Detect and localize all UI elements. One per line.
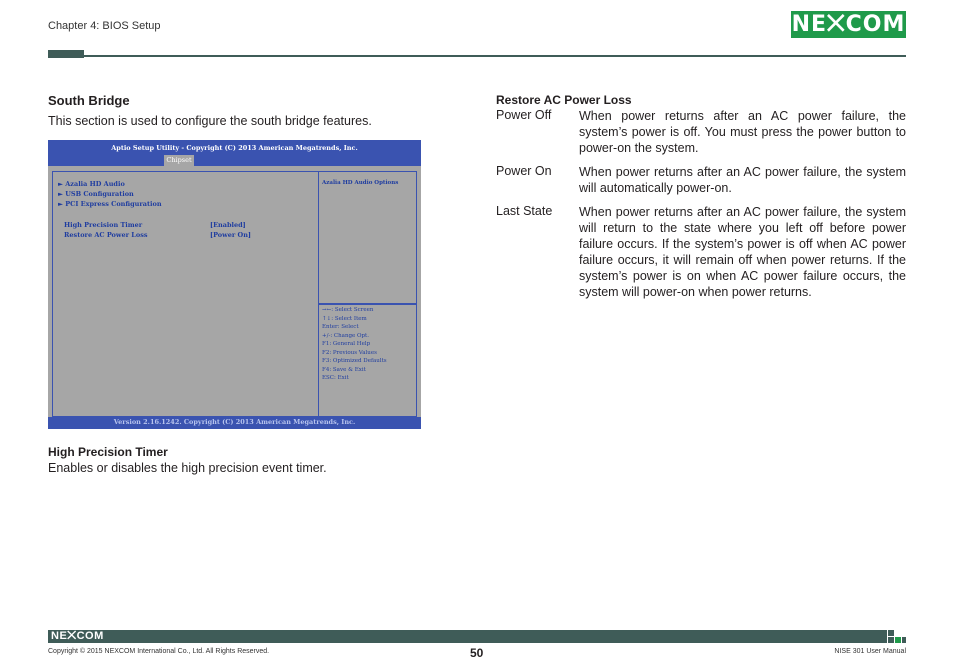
high-precision-timer-desc: Enables or disables the high precision event timer.: [48, 461, 327, 475]
footer-square-icon: [888, 637, 894, 643]
bios-title: Aptio Setup Utility - Copyright (C) 2013 American Megatrends, Inc.: [111, 144, 358, 152]
option-term-power-on: Power On: [496, 164, 552, 178]
nexcom-logo: [791, 11, 906, 38]
logo-text: NE⨉COM: [791, 12, 906, 37]
option-term-last-state: Last State: [496, 204, 553, 218]
key-hint: F1: General Help: [322, 341, 371, 347]
footer-logo: NE⨉COM: [51, 630, 104, 642]
setting-label-restore-ac-power-loss[interactable]: Restore AC Power Loss: [64, 231, 148, 239]
footer-square-icon: [902, 637, 906, 643]
key-hint: F2: Previous Values: [322, 349, 377, 356]
menu-item-azalia-hd-audio[interactable]: ► Azalia HD Audio: [58, 180, 125, 188]
section-title-high-precision-timer: High Precision Timer: [48, 445, 168, 459]
option-desc-power-off: When power returns after an AC power failure, the system’s power is off. You must press the power button to power-on the system.: [579, 109, 906, 155]
south-bridge-intro: This section is used to configure the south bridge features.: [48, 114, 372, 128]
key-hint: +/-: Change Opt.: [322, 332, 370, 339]
section-title-restore-ac-power-loss: Restore AC Power Loss: [496, 93, 632, 107]
key-hint: ESC: Exit: [322, 375, 349, 381]
header-rule: [84, 55, 906, 57]
manual-title: NISE 301 User Manual: [834, 648, 906, 655]
setting-label-high-precision-timer[interactable]: High Precision Timer: [64, 221, 143, 229]
bios-version-bar: [48, 417, 421, 429]
footer-copyright: Copyright © 2015 NEXCOM International Co., Ltd. All Rights Reserved.: [48, 648, 270, 655]
footer-square-icon: [888, 630, 894, 636]
key-hint: F4: Save & Exit: [322, 366, 366, 373]
footer-square-icon: [895, 637, 901, 643]
section-title-south-bridge: South Bridge: [48, 93, 130, 108]
setting-value-restore-ac-power-loss[interactable]: [Power On]: [210, 231, 252, 239]
option-desc-last-state: When power returns after an AC power failure, the system will return to the state where you left off before power failure occurs. If the system’s power is off when AC power failure occurs, it will remain off when power returns. If the system’s power is on when AC power failure occurs, the system will power-on when power returns.: [579, 205, 906, 299]
menu-item-usb-configuration[interactable]: ► USB Configuration: [58, 190, 134, 198]
option-term-power-off: Power Off: [496, 108, 552, 122]
header-bar-block: [48, 50, 84, 58]
bios-help-panel: [318, 171, 417, 305]
page-number: 50: [470, 646, 484, 660]
menu-item-pci-express-configuration[interactable]: ► PCI Express Configuration: [58, 200, 162, 208]
bios-help-text: Azalia HD Audio Options: [322, 180, 399, 186]
tab-chipset[interactable]: Chipset: [164, 155, 194, 166]
bios-title-bar: [48, 140, 421, 166]
key-hint: ↑↓: Select Item: [322, 315, 367, 322]
footer-bar: [48, 630, 887, 643]
key-hint: Enter: Select: [322, 324, 359, 330]
bios-version: Version 2.16.1242. Copyright (C) 2013 American Megatrends, Inc.: [113, 418, 356, 426]
option-desc-power-on: When power returns after an AC power failure, the system will automatically power-on.: [579, 165, 906, 195]
chapter-title: Chapter 4: BIOS Setup: [48, 20, 161, 32]
key-hint: →←: Select Screen: [322, 307, 374, 313]
setting-value-high-precision-timer[interactable]: [Enabled]: [210, 221, 246, 229]
key-hint: F3: Optimized Defaults: [322, 358, 387, 364]
